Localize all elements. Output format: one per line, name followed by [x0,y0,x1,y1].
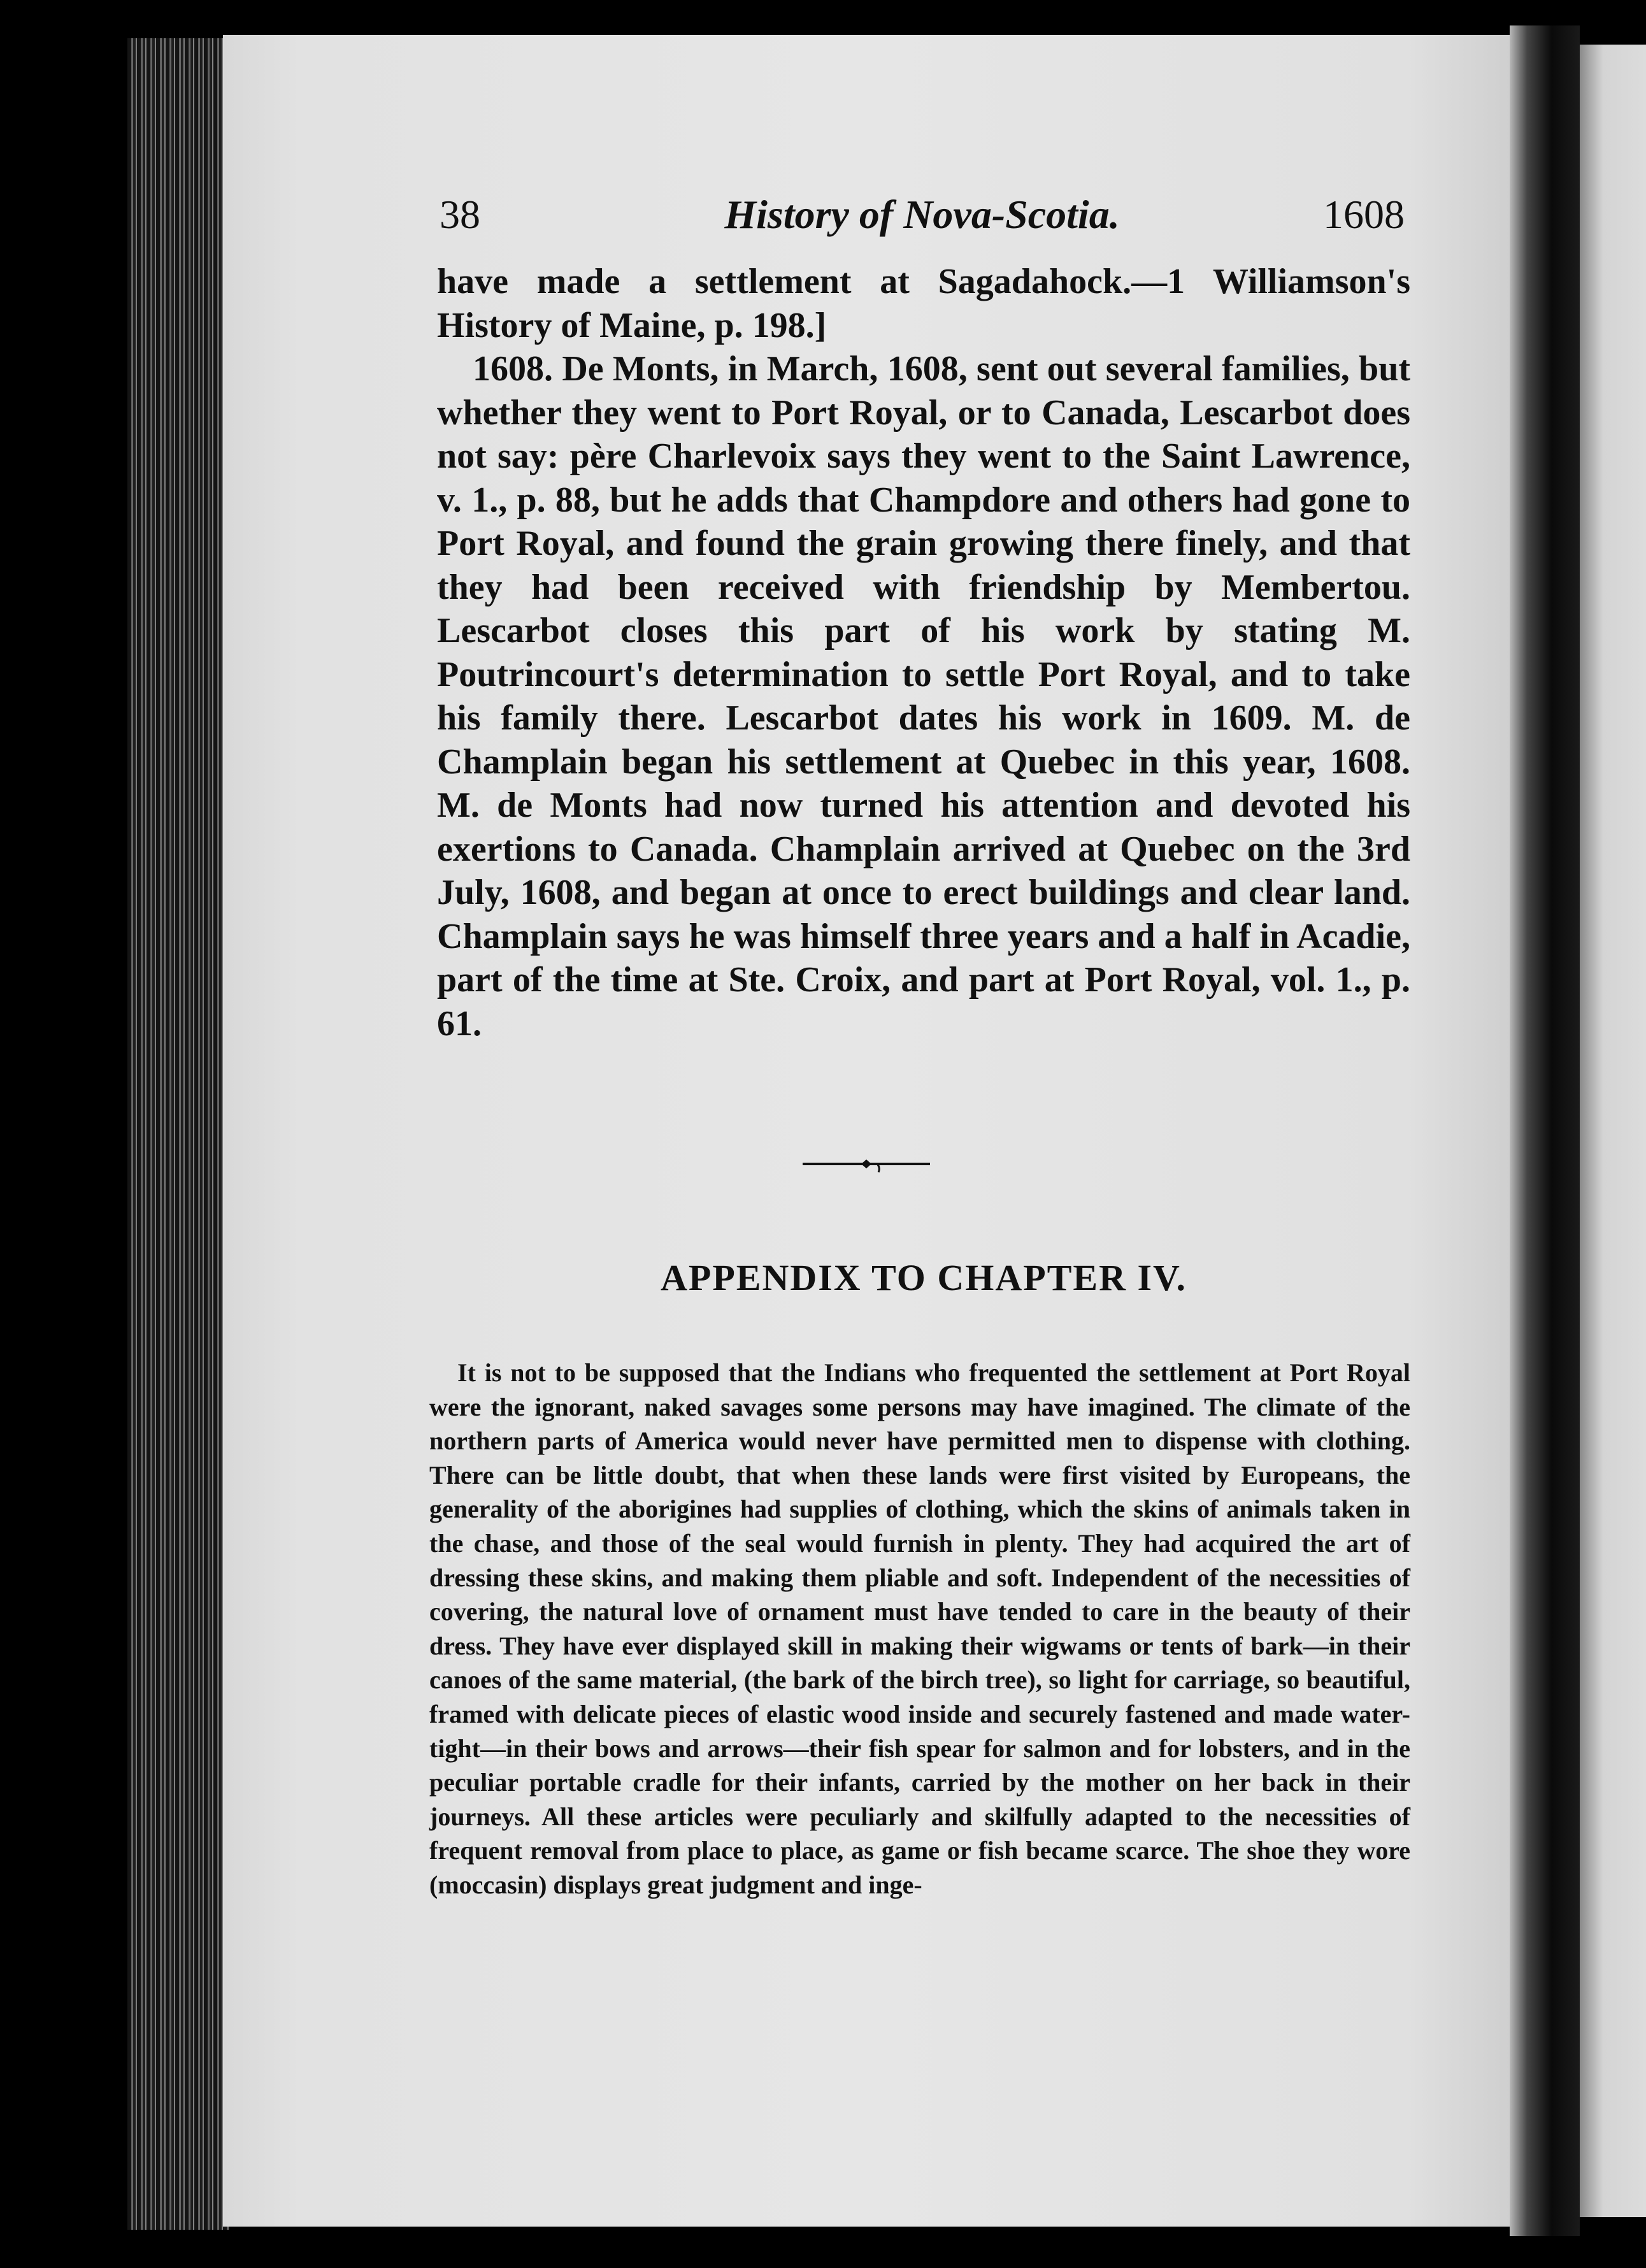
facing-page-edge [1580,45,1646,2217]
appendix-text [429,1356,1410,1902]
header-year: 1608 [1323,192,1405,237]
appendix-title: APPENDIX TO CHAPTER IV. [661,1257,1187,1298]
page-edge-stack [127,38,229,2230]
running-title: History of Nova-Scotia. [724,192,1120,237]
main-text [437,260,1410,1045]
section-divider-ornament [803,1153,930,1179]
paragraph: 1608. De Monts, in March, 1608, sent out several families, but whether they went to Port Royal, or to Canada, Lescarbot does not say: père Charlevoix says they went to the Saint Lawrence, v. 1., p. 88, but he adds that Champdore and others had gone to Port Royal, and found the grain growing there finely, and that they had been received with friendship by Membertou. Lescarbot closes this part of his work by stating M. Poutrincourt's determination to settle Port Royal, and to take his family there. Lescarbot dates his work in 1609. M. de Champlain began his settlement at Quebec in this year, 1608. M. de Monts had now turned his attention and devoted his exertions to Canada. Champlain arrived at Quebec on the 3rd July, 1608, and began at once to erect buildings and clear land. Champlain says he was himself three years and a half in Acadie, part of the time at Ste. Croix, and part at Port Royal, vol. 1., p. 61. [437,349,1410,1044]
appendix-paragraph: It is not to be supposed that the Indians who frequented the settlement at Port Royal were the ignorant, naked savages some persons may have imagined. The climate of the northern parts of America would never have permitted men to dispense with clothing. There can be little doubt, that when these lands were first visited by Europeans, the generality of the aborigines had supplies of clothing, which the skins of animals taken in the chase, and those of the seal would furnish in plenty. They had acquired the art of dressing these skins, and making them pliable and soft. Independent of the necessities of covering, the natural love of ornament must have tended to care in the beauty of their dress. They have ever displayed skill in making their wigwams or tents of bark—in their canoes of the same material, (the bark of the birch tree), so light for carriage, so beautiful, framed with delicate pieces of elastic wood inside and securely fastened and made water-tight—in their bows and arrows—their fish spear for salmon and for lobsters, and in the peculiar portable cradle for their infants, carried by the mother on her back in their journeys. All these articles were peculiarly and skilfully adapted to the necessities of frequent removal from place to place, as game or fish became scarce. The shoe they wore (moccasin) displays great judgment and inge- [429,1358,1410,1899]
running-header [440,191,1405,242]
paragraph: have made a settlement at Sagadahock.—1 Williamson's History of Maine, p. 198.] [437,262,1410,345]
binding-gutter [1510,25,1580,2236]
page-number: 38 [440,192,480,237]
